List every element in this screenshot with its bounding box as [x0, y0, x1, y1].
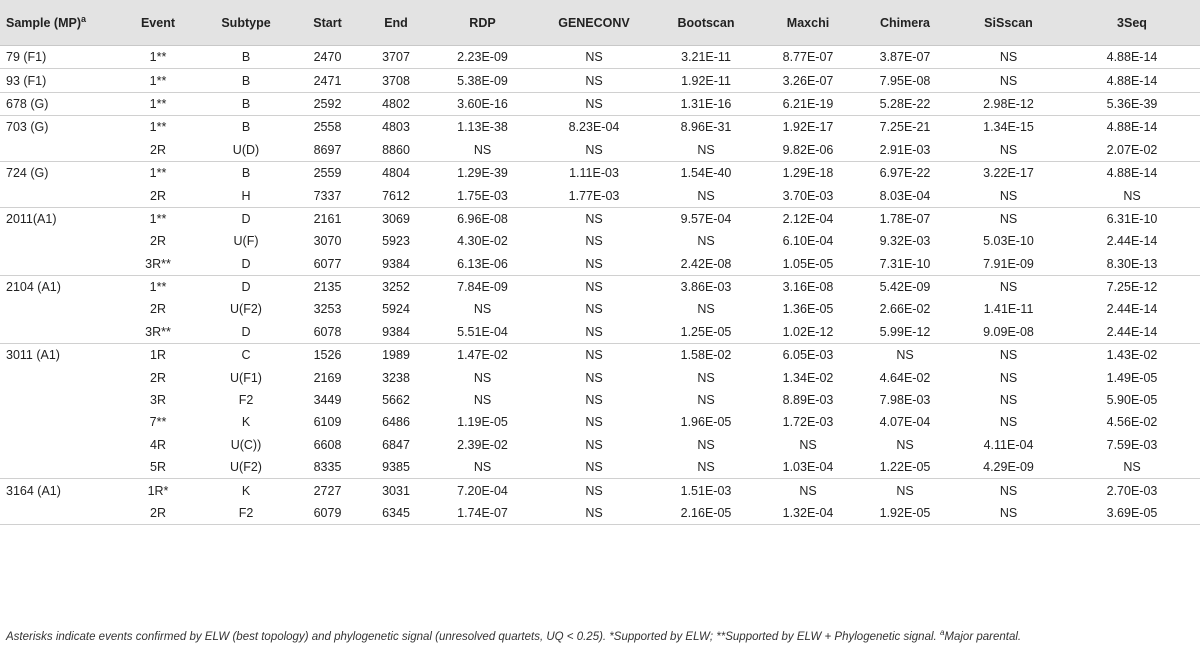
- cell-sample: [0, 253, 117, 276]
- col-header-rdp: RDP: [430, 0, 535, 46]
- cell-3seq: 4.56E-02: [1106, 415, 1158, 430]
- cell-geneconv: NS: [585, 234, 603, 249]
- cell-sisscan: 9.09E-08: [983, 324, 1034, 339]
- table-body: [0, 46, 1200, 525]
- cell-end: 9385: [382, 460, 410, 475]
- cell-end: 1989: [362, 344, 430, 367]
- table-row: [0, 253, 1200, 276]
- cell-maxchi: 9.82E-06: [782, 142, 834, 157]
- cell-event: 3R**: [145, 324, 171, 339]
- cell-chimera: 5.99E-12: [879, 324, 931, 339]
- cell-chimera: 5.28E-22: [857, 92, 953, 115]
- col-header-geneconv: GENECONV: [535, 0, 653, 46]
- table-row: [0, 502, 1200, 525]
- cell-bootscan: NS: [697, 393, 715, 408]
- cell-sisscan: 1.41E-11: [983, 302, 1034, 317]
- cell-chimera: 4.07E-04: [879, 415, 931, 430]
- cell-maxchi: 6.21E-19: [759, 92, 857, 115]
- cell-3seq: 5.36E-39: [1064, 92, 1200, 115]
- cell-3seq: 7.25E-12: [1064, 275, 1200, 298]
- cell-geneconv: NS: [585, 302, 603, 317]
- cell-maxchi: 1.05E-05: [782, 256, 834, 271]
- cell-event: 1**: [117, 207, 199, 230]
- cell-3seq: 4.88E-14: [1064, 69, 1200, 92]
- cell-sample: [0, 366, 117, 388]
- cell-maxchi: NS: [759, 479, 857, 502]
- cell-sisscan: 5.03E-10: [983, 234, 1034, 249]
- cell-subtype: B: [199, 116, 293, 139]
- cell-start: 2470: [313, 50, 342, 65]
- cell-start: 6608: [313, 437, 342, 452]
- cell-geneconv: NS: [585, 324, 603, 339]
- table-row: [0, 92, 1200, 115]
- cell-maxchi: 6.10E-04: [782, 234, 834, 249]
- cell-sisscan: NS: [999, 188, 1018, 203]
- cell-event: 2R: [117, 502, 199, 525]
- cell-sample: 79 (F1): [6, 50, 47, 65]
- cell-sample: [0, 389, 117, 411]
- table-row: [0, 69, 1200, 92]
- cell-start: 2592: [293, 92, 362, 115]
- cell-maxchi: 3.70E-03: [782, 188, 834, 203]
- cell-rdp: 5.38E-09: [430, 69, 535, 92]
- cell-chimera: 1.22E-05: [879, 460, 931, 475]
- cell-subtype: U(D): [232, 142, 260, 157]
- cell-subtype: U(F): [233, 234, 259, 249]
- cell-sample: [0, 298, 117, 320]
- cell-bootscan: 1.51E-03: [653, 479, 759, 502]
- cell-chimera: 7.25E-21: [857, 116, 953, 139]
- cell-3seq: 6.31E-10: [1064, 207, 1200, 230]
- cell-3seq: 8.30E-13: [1106, 256, 1158, 271]
- cell-sisscan: NS: [953, 479, 1064, 502]
- cell-end: 5924: [382, 302, 410, 317]
- cell-bootscan: 1.96E-05: [680, 415, 732, 430]
- cell-start: 3253: [313, 302, 342, 317]
- cell-bootscan: 1.92E-11: [653, 69, 759, 92]
- cell-sisscan: NS: [999, 393, 1018, 408]
- cell-end: 6345: [362, 502, 430, 525]
- cell-sample: 3011 (A1): [0, 344, 117, 367]
- cell-sample: [0, 139, 117, 162]
- cell-3seq: 7.59E-03: [1106, 437, 1158, 452]
- cell-sisscan: 7.91E-09: [983, 256, 1034, 271]
- cell-event: 4R: [150, 437, 166, 452]
- cell-subtype: B: [199, 69, 293, 92]
- cell-event: 2R: [150, 370, 166, 385]
- cell-end: 3707: [382, 50, 410, 65]
- cell-event: 5R: [150, 460, 166, 475]
- cell-event: 1**: [117, 92, 199, 115]
- cell-sisscan: 3.22E-17: [953, 161, 1064, 184]
- table-row: [0, 479, 1200, 502]
- cell-end: 5923: [382, 234, 410, 249]
- cell-bootscan: NS: [697, 234, 715, 249]
- cell-bootscan: NS: [697, 370, 715, 385]
- cell-subtype: F2: [199, 502, 293, 525]
- cell-start: 6109: [313, 415, 342, 430]
- table-row: [0, 344, 1200, 367]
- cell-maxchi: 1.32E-04: [759, 502, 857, 525]
- cell-rdp: 2.23E-09: [457, 50, 508, 65]
- cell-geneconv: NS: [535, 207, 653, 230]
- cell-3seq: 4.88E-14: [1064, 161, 1200, 184]
- cell-3seq: 3.69E-05: [1064, 502, 1200, 525]
- cell-chimera: 7.95E-08: [857, 69, 953, 92]
- col-header-event: Event: [117, 0, 199, 46]
- table-row: [0, 230, 1200, 252]
- cell-maxchi: 1.36E-05: [782, 302, 834, 317]
- cell-subtype: K: [199, 479, 293, 502]
- cell-geneconv: NS: [535, 344, 653, 367]
- cell-geneconv: 1.11E-03: [535, 161, 653, 184]
- cell-subtype: F2: [238, 393, 254, 408]
- cell-end: 3238: [382, 370, 410, 385]
- col-header-chimera: Chimera: [857, 0, 953, 46]
- cell-chimera: 7.98E-03: [879, 393, 931, 408]
- cell-sample: [0, 411, 117, 433]
- cell-geneconv: NS: [535, 275, 653, 298]
- cell-sample: 703 (G): [0, 116, 117, 139]
- cell-chimera: 5.42E-09: [857, 275, 953, 298]
- cell-sisscan: NS: [953, 502, 1064, 525]
- cell-maxchi: 8.77E-07: [782, 50, 834, 65]
- cell-end: 3252: [362, 275, 430, 298]
- cell-maxchi: 3.26E-07: [759, 69, 857, 92]
- cell-geneconv: NS: [535, 69, 653, 92]
- cell-event: 1**: [117, 161, 199, 184]
- cell-rdp: 2.39E-02: [457, 437, 508, 452]
- cell-start: 7337: [313, 188, 342, 203]
- cell-event: 2R: [150, 234, 166, 249]
- cell-bootscan: 2.42E-08: [680, 256, 732, 271]
- cell-maxchi: NS: [799, 437, 817, 452]
- cell-end: 5662: [382, 393, 410, 408]
- cell-sample: [0, 434, 117, 456]
- cell-geneconv: NS: [585, 256, 603, 271]
- cell-maxchi: 1.29E-18: [759, 161, 857, 184]
- cell-rdp: 5.51E-04: [457, 324, 508, 339]
- cell-rdp: 7.20E-04: [430, 479, 535, 502]
- cell-chimera: NS: [857, 344, 953, 367]
- cell-subtype: C: [199, 344, 293, 367]
- cell-end: 7612: [382, 188, 410, 203]
- col-header-maxchi: Maxchi: [759, 0, 857, 46]
- cell-rdp: NS: [473, 370, 492, 385]
- cell-rdp: 4.30E-02: [457, 234, 508, 249]
- cell-bootscan: 2.16E-05: [653, 502, 759, 525]
- cell-sisscan: NS: [999, 415, 1018, 430]
- cell-bootscan: NS: [697, 437, 715, 452]
- cell-geneconv: NS: [535, 502, 653, 525]
- cell-start: 8697: [313, 142, 342, 157]
- cell-end: 3069: [362, 207, 430, 230]
- cell-chimera: 3.87E-07: [879, 50, 931, 65]
- table-row: [0, 321, 1200, 344]
- cell-geneconv: 1.77E-03: [568, 188, 620, 203]
- cell-event: 1**: [117, 69, 199, 92]
- cell-bootscan: NS: [697, 188, 715, 203]
- cell-rdp: 3.60E-16: [430, 92, 535, 115]
- cell-subtype: U(F2): [230, 460, 262, 475]
- cell-geneconv: NS: [585, 142, 603, 157]
- cell-geneconv: NS: [585, 370, 603, 385]
- cell-subtype: U(F2): [230, 302, 262, 317]
- cell-chimera: 4.64E-02: [879, 370, 931, 385]
- cell-maxchi: 8.89E-03: [782, 393, 834, 408]
- cell-start: 6079: [293, 502, 362, 525]
- cell-sisscan: 4.11E-04: [983, 437, 1034, 452]
- cell-rdp: 7.84E-09: [430, 275, 535, 298]
- cell-chimera: 8.03E-04: [879, 188, 931, 203]
- cell-maxchi: 2.12E-04: [759, 207, 857, 230]
- cell-3seq: 4.88E-14: [1106, 50, 1158, 65]
- col-header-bootscan: Bootscan: [653, 0, 759, 46]
- cell-rdp: NS: [473, 302, 492, 317]
- cell-bootscan: 1.54E-40: [653, 161, 759, 184]
- cell-chimera: 7.31E-10: [879, 256, 931, 271]
- cell-start: 8335: [313, 460, 342, 475]
- cell-start: 1526: [293, 344, 362, 367]
- cell-maxchi: 1.34E-02: [782, 370, 834, 385]
- cell-subtype: B: [199, 161, 293, 184]
- cell-3seq: 1.49E-05: [1106, 370, 1158, 385]
- table-row: [0, 434, 1200, 456]
- cell-bootscan: NS: [697, 460, 715, 475]
- table-row: [0, 411, 1200, 433]
- cell-event: 1R: [117, 344, 199, 367]
- cell-sample: [0, 456, 117, 479]
- cell-3seq: 2.07E-02: [1106, 142, 1158, 157]
- cell-start: 2169: [313, 370, 342, 385]
- table-row: [0, 456, 1200, 479]
- cell-subtype: B: [241, 50, 251, 65]
- header-row: [0, 0, 1200, 46]
- cell-bootscan: 1.25E-05: [680, 324, 732, 339]
- cell-sisscan: NS: [953, 207, 1064, 230]
- cell-rdp: 1.74E-07: [430, 502, 535, 525]
- table-row: [0, 298, 1200, 320]
- cell-geneconv: NS: [585, 393, 603, 408]
- cell-geneconv: NS: [535, 479, 653, 502]
- table-row: [0, 139, 1200, 162]
- cell-end: 8860: [382, 142, 410, 157]
- cell-rdp: 1.47E-02: [430, 344, 535, 367]
- cell-subtype: D: [199, 207, 293, 230]
- cell-sample: [0, 502, 117, 525]
- cell-event: 1**: [117, 275, 199, 298]
- cell-chimera: 2.66E-02: [879, 302, 931, 317]
- cell-maxchi: 1.02E-12: [782, 324, 834, 339]
- cell-geneconv: NS: [585, 437, 603, 452]
- cell-sample: 2104 (A1): [0, 275, 117, 298]
- cell-event: 3R**: [145, 256, 171, 271]
- cell-maxchi: 1.92E-17: [759, 116, 857, 139]
- cell-start: 2135: [293, 275, 362, 298]
- cell-subtype: K: [241, 415, 251, 430]
- cell-event: 7**: [149, 415, 167, 430]
- cell-sample: 2011(A1): [0, 207, 117, 230]
- cell-start: 2471: [293, 69, 362, 92]
- cell-end: 3031: [362, 479, 430, 502]
- cell-start: 6077: [313, 256, 342, 271]
- cell-bootscan: NS: [697, 142, 715, 157]
- table-row: [0, 389, 1200, 411]
- cell-start: 2161: [293, 207, 362, 230]
- cell-rdp: NS: [473, 142, 492, 157]
- cell-event: 2R: [150, 302, 166, 317]
- table-row: [0, 46, 1200, 69]
- cell-end: 3708: [362, 69, 430, 92]
- cell-chimera: 2.91E-03: [879, 142, 931, 157]
- table-row: [0, 116, 1200, 139]
- cell-end: 6486: [382, 415, 410, 430]
- cell-sample: 724 (G): [0, 161, 117, 184]
- col-header-3seq: 3Seq: [1064, 0, 1200, 46]
- cell-rdp: 1.13E-38: [430, 116, 535, 139]
- col-header-end: End: [362, 0, 430, 46]
- cell-subtype: B: [199, 92, 293, 115]
- cell-sample: [0, 321, 117, 344]
- cell-start: 2558: [293, 116, 362, 139]
- cell-start: 3070: [313, 234, 342, 249]
- cell-sample: [0, 230, 117, 252]
- cell-rdp: 1.29E-39: [430, 161, 535, 184]
- cell-sisscan: 2.98E-12: [953, 92, 1064, 115]
- cell-start: 2559: [293, 161, 362, 184]
- table-row: [0, 161, 1200, 184]
- cell-start: 2727: [293, 479, 362, 502]
- cell-subtype: D: [241, 324, 251, 339]
- header-superscript: a: [81, 13, 87, 24]
- footnote-text-2: Major parental.: [944, 631, 1022, 643]
- cell-rdp: NS: [473, 460, 492, 475]
- cell-maxchi: 3.16E-08: [759, 275, 857, 298]
- cell-geneconv: 8.23E-04: [535, 116, 653, 139]
- cell-rdp: 1.19E-05: [457, 415, 508, 430]
- cell-sisscan: 1.34E-15: [953, 116, 1064, 139]
- cell-rdp: 6.96E-08: [430, 207, 535, 230]
- col-header-subtype: Subtype: [199, 0, 293, 46]
- cell-bootscan: 8.96E-31: [653, 116, 759, 139]
- cell-end: 4804: [362, 161, 430, 184]
- cell-end: 9384: [382, 256, 410, 271]
- cell-end: 6847: [382, 437, 410, 452]
- cell-3seq: 4.88E-14: [1064, 116, 1200, 139]
- cell-subtype: H: [241, 188, 251, 203]
- cell-3seq: 2.44E-14: [1106, 302, 1158, 317]
- table-row: [0, 366, 1200, 388]
- cell-sisscan: NS: [999, 370, 1018, 385]
- col-header-sisscan: SiSscan: [953, 0, 1064, 46]
- cell-start: 3449: [313, 393, 342, 408]
- cell-chimera: NS: [857, 479, 953, 502]
- cell-end: 4802: [362, 92, 430, 115]
- cell-start: 6078: [313, 324, 342, 339]
- cell-bootscan: NS: [697, 302, 715, 317]
- cell-3seq: 1.43E-02: [1064, 344, 1200, 367]
- cell-sample: [0, 184, 117, 207]
- table-footnote: [6, 628, 1186, 646]
- cell-bootscan: 9.57E-04: [653, 207, 759, 230]
- table-row: [0, 207, 1200, 230]
- cell-rdp: NS: [473, 393, 492, 408]
- cell-geneconv: NS: [585, 50, 603, 65]
- cell-3seq: 5.90E-05: [1106, 393, 1158, 408]
- cell-chimera: 9.32E-03: [879, 234, 931, 249]
- cell-event: 2R: [150, 142, 166, 157]
- col-header-sample: Sample (MP)$^a$: [0, 0, 117, 46]
- cell-sisscan: NS: [953, 69, 1064, 92]
- cell-sisscan: NS: [953, 344, 1064, 367]
- table-row: [0, 275, 1200, 298]
- cell-event: 1R*: [117, 479, 199, 502]
- cell-event: 1**: [149, 50, 167, 65]
- cell-subtype: U(C)): [230, 437, 262, 452]
- cell-event: 1**: [117, 116, 199, 139]
- cell-3seq: 2.44E-14: [1106, 324, 1158, 339]
- cell-end: 4803: [362, 116, 430, 139]
- cell-3seq: 2.44E-14: [1106, 234, 1158, 249]
- cell-rdp: 6.13E-06: [457, 256, 508, 271]
- cell-3seq: 2.70E-03: [1064, 479, 1200, 502]
- cell-bootscan: 1.31E-16: [653, 92, 759, 115]
- cell-chimera: 1.78E-07: [857, 207, 953, 230]
- cell-sample: 3164 (A1): [0, 479, 117, 502]
- cell-3seq: NS: [1123, 188, 1141, 203]
- table-row: [0, 184, 1200, 207]
- cell-maxchi: 1.72E-03: [782, 415, 834, 430]
- cell-geneconv: NS: [585, 460, 603, 475]
- cell-chimera: NS: [896, 437, 914, 452]
- cell-event: 2R: [150, 188, 166, 203]
- cell-bootscan: 3.86E-03: [653, 275, 759, 298]
- cell-3seq: NS: [1123, 460, 1141, 475]
- cell-sample: 678 (G): [0, 92, 117, 115]
- cell-maxchi: 1.03E-04: [782, 460, 834, 475]
- footnote-text: Asterisks indicate events confirmed by ELW (best topology) and phylogenetic signal (unresolved quartets, UQ < 0.25). *Supported by ELW; **Supported by ELW + Phylogenetic signal.: [6, 631, 937, 643]
- cell-geneconv: NS: [585, 415, 603, 430]
- cell-end: 9384: [382, 324, 410, 339]
- cell-maxchi: 6.05E-03: [759, 344, 857, 367]
- cell-subtype: D: [241, 256, 251, 271]
- col-header-start: Start: [293, 0, 362, 46]
- cell-event: 3R: [150, 393, 166, 408]
- cell-sisscan: NS: [999, 50, 1018, 65]
- cell-chimera: 1.92E-05: [857, 502, 953, 525]
- cell-rdp: 1.75E-03: [457, 188, 508, 203]
- cell-sisscan: 4.29E-09: [983, 460, 1034, 475]
- footnote-superscript: a: [939, 628, 945, 638]
- cell-subtype: U(F1): [230, 370, 262, 385]
- cell-subtype: D: [199, 275, 293, 298]
- cell-sisscan: NS: [953, 275, 1064, 298]
- cell-sisscan: NS: [999, 142, 1018, 157]
- cell-geneconv: NS: [535, 92, 653, 115]
- cell-bootscan: 3.21E-11: [681, 50, 731, 65]
- cell-bootscan: 1.58E-02: [653, 344, 759, 367]
- cell-chimera: 6.97E-22: [857, 161, 953, 184]
- cell-sample: 93 (F1): [0, 69, 117, 92]
